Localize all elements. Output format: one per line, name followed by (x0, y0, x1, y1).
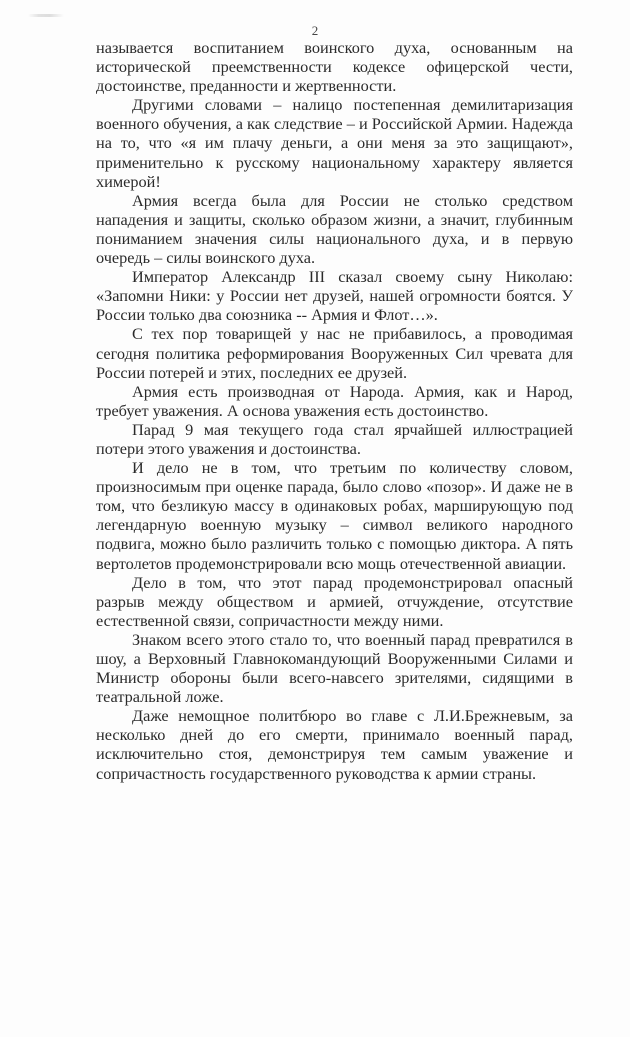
paragraph-2: Другими словами – налицо постепенная демилитаризация военного обучения, а как следствие – и Российской Армии. Надежда на то, что «я им плачу деньги, а они меня за это защищают», применительно к русскому национальному характеру является химерой! (96, 95, 573, 191)
paragraph-5: С тех пор товарищей у нас не прибавилось, а проводимая сегодня политика реформирования Вооруженных Сил чревата для России потерей и этих, последних ее друзей. (96, 324, 573, 382)
paragraph-3: Армия всегда была для России не столько средством нападения и защиты, сколько образом жизни, а значит, глубинным пониманием значения силы национального духа, и в первую очередь – силы воинского духа. (96, 190, 573, 268)
document-body (96, 38, 573, 783)
paragraph-4: Император Александр III сказал своему сыну Николаю: «Запомни Ники: у России нет друзей, нашей огромности боятся. У России только два союзника -- Армия и Флот…». (96, 267, 573, 325)
scan-artifact (28, 14, 64, 17)
paragraph-8: И дело не в том, что третьим по количеству словом, произносимым при оценке парада, было слово «позор». И даже не в том, что безликую массу в одинаковых робах, марширующую под легендарную военную музыку – символ великого народного подвига, можно было различить только с помощью диктора. А пять вертолетов продемонстрировали всю мощь отечественной авиации. (96, 458, 573, 573)
paragraph-7: Парад 9 мая текущего года стал ярчайшей иллюстрацией потери этого уважения и достоинства. (96, 419, 573, 458)
paragraph-11: Даже немощное политбюро во главе с Л.И.Брежневым, за несколько дней до его смерти, принимало военный парад, исключительно стоя, демонстрируя тем самым уважение и сопричастность государственного руководства к армии страны. (96, 706, 573, 783)
paragraph-9: Дело в том, что этот парад продемонстрировал опасный разрыв между обществом и армией, отчуждение, отсутствие естественной связи, сопричастности между ними. (96, 572, 573, 630)
paragraph-1: называется воспитанием воинского духа, основанным на исторической преемственности кодексе офицерской чести, достоинстве, преданности и жертвенности. (96, 38, 573, 96)
paragraph-10: Знаком всего этого стало то, что военный парад превратился в шоу, а Верховный Главнокомандующий Вооруженными Силами и Министр обороны были всего-навсего зрителями, сидящими в театральной ложе. (96, 629, 573, 707)
paragraph-6: Армия есть производная от Народа. Армия, как и Народ, требует уважения. А основа уважения есть достоинство. (96, 381, 573, 420)
page-number: 2 (311, 23, 319, 38)
